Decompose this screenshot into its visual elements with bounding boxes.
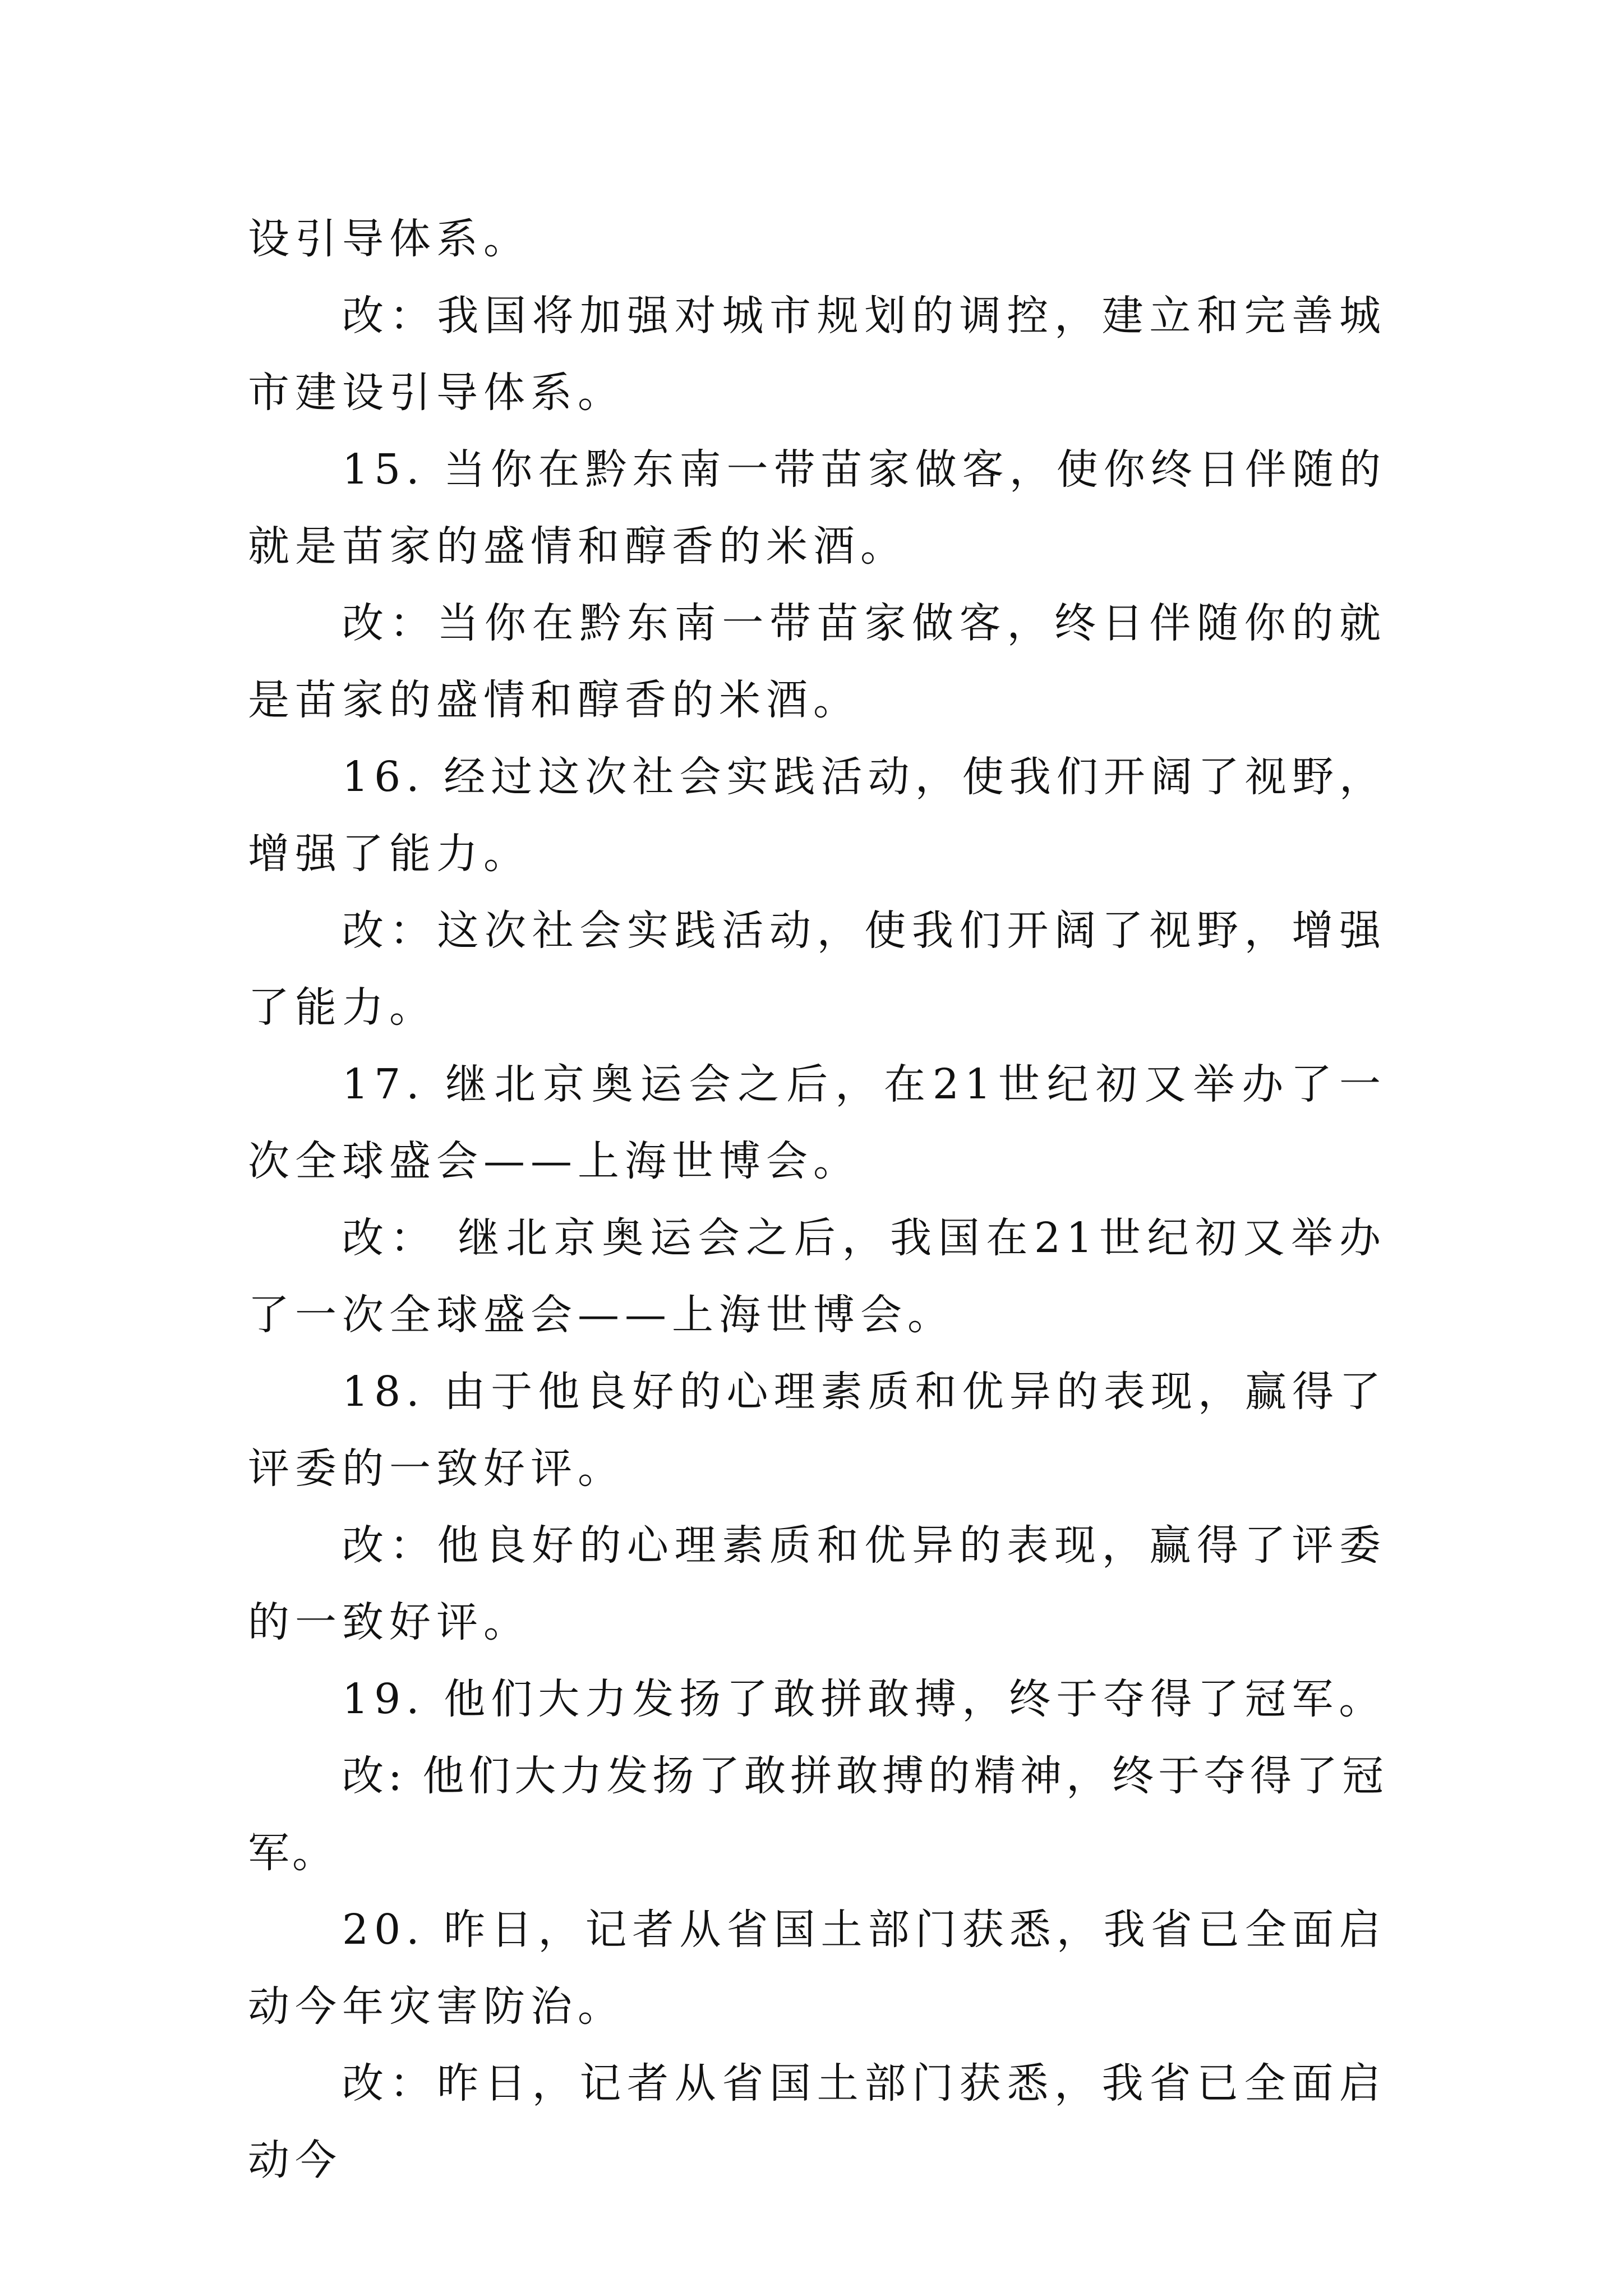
item-paragraph-16: 16. 经过这次社会实践活动，使我们开阔了视野，增强了能力。 bbox=[248, 753, 1386, 878]
item-paragraph-18: 18. 由于他良好的心理素质和优异的表现，赢得了评委的一致好评。 bbox=[248, 1368, 1386, 1493]
correction-paragraph: 改: 他们大力发扬了敢拼敢搏的精神，终于夺得了冠军。 bbox=[248, 1752, 1386, 1877]
correction-paragraph: 改： 继北京奥运会之后，我国在21世纪初又举办了一次全球盛会——上海世博会。 bbox=[248, 1214, 1386, 1339]
item-paragraph-19: 19. 他们大力发扬了敢拼敢搏，终于夺得了冠军。 bbox=[342, 1675, 1386, 1723]
correction-paragraph: 改：昨日，记者从省国土部门获悉，我省已全面启动今 bbox=[248, 2059, 1386, 2184]
document-body bbox=[248, 201, 1386, 2199]
paragraph-continuation: 设引导体系。 bbox=[248, 215, 531, 263]
item-paragraph-15: 15. 当你在黔东南一带苗家做客，使你终日伴随的就是苗家的盛情和醇香的米酒。 bbox=[248, 445, 1386, 570]
correction-paragraph: 改：我国将加强对城市规划的调控，建立和完善城市建设引导体系。 bbox=[248, 292, 1386, 417]
item-paragraph-17: 17. 继北京奥运会之后，在21世纪初又举办了一次全球盛会——上海世博会。 bbox=[248, 1060, 1386, 1185]
correction-paragraph: 改：当你在黔东南一带苗家做客，终日伴随你的就是苗家的盛情和醇香的米酒。 bbox=[248, 599, 1386, 724]
correction-paragraph: 改：他良好的心理素质和优异的表现，赢得了评委的一致好评。 bbox=[248, 1521, 1386, 1646]
item-paragraph-20: 20. 昨日，记者从省国土部门获悉，我省已全面启动今年灾害防治。 bbox=[248, 1906, 1386, 2031]
correction-paragraph: 改：这次社会实践活动，使我们开阔了视野，增强了能力。 bbox=[248, 907, 1386, 1032]
